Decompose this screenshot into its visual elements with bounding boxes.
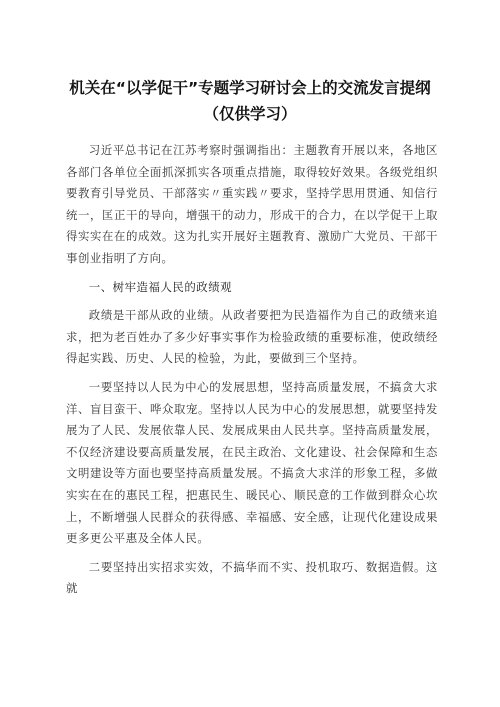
paragraph-intro: 习近平总书记在江苏考察时强调指出：主题教育开展以来，各地区各部门各单位全面抓深抓实各项重点措施，取得较好效果。各级党组织要教育引导党员、干部落实〃重实践〃要求，坚持学思用贯通、知信行统一，匡正干的导向，增强干的动力，形成干的合力，在以学促干上取得实实在在的成效。这为扎实开展好主题教育、激励广大党员、干部干事创业指明了方向。 xyxy=(66,143,438,265)
section-heading-1: 一、树牢造福人民的政绩观 xyxy=(88,279,233,294)
paragraph-section-1-intro: 政绩是干部从政的业绩。从政者要把为民造福作为自己的政绩来追求，把为老百姓办了多少好事实事作为检验政绩的重要标准，使政绩经得起实践、历史、人民的检验，为此，要做到三个坚持。 xyxy=(66,308,438,366)
document-title: 机关在“以学促干”专题学习研讨会上的交流发言提纲（仅供学习） xyxy=(69,79,431,123)
paragraph-point-1: 一要坚持以人民为中心的发展思想，坚持高质量发展，不搞贪大求洋、盲目蛮干、哗众取宠。坚持以人民为中心的发展思想，就要坚持发展为了人民、发展依靠人民、发展成果由人民共享。坚持高质量发展，不仅经济建设要高质量发展，在民主政治、文化建设、社会保障和生态文明建设等方面也要坚持高质量发展。不搞贪大求洋的形象工程，多做实实在在的惠民工程，把惠民生、暖民心、顺民意的工作做到群众心坎上，不断增强人民群众的获得感、幸福感、安全感，让现代化建设成果更多更公平惠及全体人民。 xyxy=(66,379,438,546)
document-body xyxy=(66,140,438,607)
paragraph-point-2: 二要坚持出实招求实效，不搞华而不实、投机取巧、数据造假。这就 xyxy=(66,559,438,596)
